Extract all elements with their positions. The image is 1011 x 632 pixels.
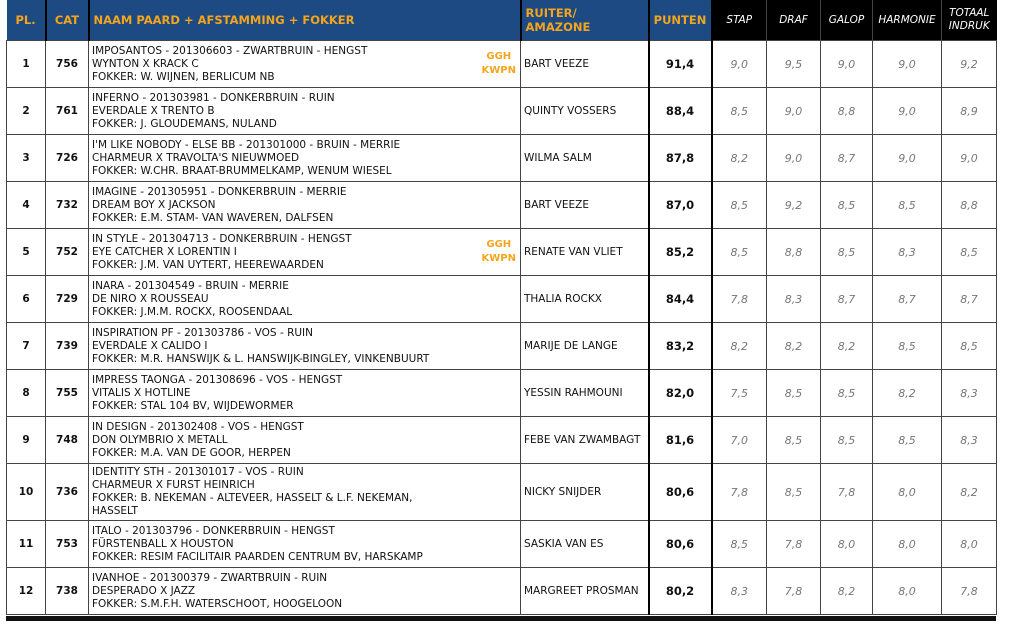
horse-cell	[89, 135, 521, 182]
breeder-line: FOKKER: W. WIJNEN, BERLICUM NB	[92, 70, 275, 83]
harmony-score: 9,0	[873, 135, 942, 182]
pedigree-line: DREAM BOY X JACKSON	[92, 198, 216, 211]
harmony-score: 8,0	[873, 521, 942, 568]
place-cell: 12	[7, 568, 46, 615]
cat-cell: 729	[46, 276, 89, 323]
rider-cell: WILMA SALM	[521, 135, 649, 182]
cat-cell: 748	[46, 417, 89, 464]
place-cell: 4	[7, 182, 46, 229]
breeder-line-extra: HASSELT	[92, 505, 138, 517]
place-cell: 1	[7, 41, 46, 88]
rider-cell: QUINTY VOSSERS	[521, 88, 649, 135]
pedigree-line: VITALIS X HOTLINE	[92, 386, 191, 399]
breeder-line: FOKKER: STAL 104 BV, WIJDEWORMER	[92, 399, 294, 412]
canter-score: 8,5	[821, 182, 873, 229]
walk-score: 8,5	[712, 88, 767, 135]
rider-cell: MARIJE DE LANGE	[521, 323, 649, 370]
cat-cell: 738	[46, 568, 89, 615]
header-total-line2: INDRUK	[948, 20, 990, 32]
horse-name-line: IVANHOE - 201300379 - ZWARTBRUIN - RUIN	[92, 571, 328, 584]
canter-score: 8,5	[821, 229, 873, 276]
breeder-line: FOKKER: J. GLOUDEMANS, NULAND	[92, 117, 277, 130]
horse-name-line: INARA - 201304549 - BRUIN - MERRIE	[92, 279, 289, 292]
badge-ggh: GGH	[486, 239, 512, 250]
points-cell: 81,6	[649, 417, 712, 464]
breeder-line: FOKKER: W.CHR. BRAAT-BRUMMELKAMP, WENUM WIESEL	[92, 164, 392, 177]
header-harmony: HARMONIE	[873, 0, 942, 41]
harmony-score: 8,0	[873, 568, 942, 615]
cat-cell: 732	[46, 182, 89, 229]
walk-score: 8,5	[712, 521, 767, 568]
canter-score: 8,2	[821, 568, 873, 615]
walk-score: 7,8	[712, 464, 767, 521]
walk-score: 9,0	[712, 41, 767, 88]
breeder-line: FOKKER: RESIM FACILITAIR PAARDEN CENTRUM BV, HARSKAMP	[92, 550, 423, 563]
badge-kwpn: KWPN	[481, 253, 516, 264]
header-row	[7, 0, 997, 41]
rider-cell: THALIA ROCKX	[521, 276, 649, 323]
horse-name-line: INFERNO - 201303981 - DONKERBRUIN - RUIN	[92, 91, 335, 104]
trot-score: 8,5	[767, 464, 821, 521]
place-cell: 2	[7, 88, 46, 135]
breeder-line: FOKKER: S.M.F.H. WATERSCHOOT, HOOGELOON	[92, 597, 343, 610]
table-row	[7, 135, 997, 182]
header-points: PUNTEN	[649, 0, 712, 41]
walk-score: 7,5	[712, 370, 767, 417]
cat-cell: 736	[46, 464, 89, 521]
horse-name-line: ITALO - 201303796 - DONKERBRUIN - HENGST	[92, 524, 335, 537]
header-walk: STAP	[712, 0, 767, 41]
rider-cell: FEBE VAN ZWAMBAGT	[521, 417, 649, 464]
horse-cell	[89, 276, 521, 323]
horse-name-line: IDENTITY STH - 201301017 - VOS - RUIN	[92, 466, 304, 478]
cat-cell: 755	[46, 370, 89, 417]
header-rider	[521, 0, 649, 41]
horse-cell	[89, 229, 521, 276]
horse-name-line: INSPIRATION PF - 201303786 - VOS - RUIN	[92, 326, 313, 339]
place-cell: 5	[7, 229, 46, 276]
breeder-line: FOKKER: J.M.M. ROCKX, ROOSENDAAL	[92, 305, 293, 318]
harmony-score: 8,5	[873, 417, 942, 464]
horse-cell	[89, 521, 521, 568]
table-row	[7, 182, 997, 229]
walk-score: 7,0	[712, 417, 767, 464]
total-score: 8,7	[942, 276, 997, 323]
table-row	[7, 568, 997, 615]
walk-score: 8,2	[712, 323, 767, 370]
header-rider-line2: AMAZONE	[525, 20, 591, 34]
total-score: 8,9	[942, 88, 997, 135]
trot-score: 7,8	[767, 568, 821, 615]
pedigree-line: DON OLYMBRIO X METALL	[92, 433, 228, 446]
total-score: 8,3	[942, 417, 997, 464]
trot-score: 8,5	[767, 417, 821, 464]
rider-cell: BART VEEZE	[521, 182, 649, 229]
total-score: 8,5	[942, 229, 997, 276]
total-score: 8,2	[942, 464, 997, 521]
results-body	[7, 41, 997, 615]
total-score: 8,3	[942, 370, 997, 417]
header-cat: CAT	[46, 0, 89, 41]
place-cell: 11	[7, 521, 46, 568]
bottom-rule	[6, 616, 996, 621]
harmony-score: 9,0	[873, 88, 942, 135]
total-score: 8,0	[942, 521, 997, 568]
badge-kwpn: KWPN	[481, 65, 516, 76]
canter-score: 8,7	[821, 135, 873, 182]
studbook-badge	[482, 238, 516, 266]
total-score: 8,5	[942, 323, 997, 370]
trot-score: 8,2	[767, 323, 821, 370]
horse-cell	[89, 417, 521, 464]
pedigree-line: WYNTON X KRACK C	[92, 57, 199, 70]
cat-cell: 761	[46, 88, 89, 135]
horse-cell	[89, 370, 521, 417]
pedigree-line: DE NIRO X ROUSSEAU	[92, 292, 209, 305]
harmony-score: 8,3	[873, 229, 942, 276]
pedigree-line: DESPERADO X JAZZ	[92, 584, 196, 597]
horse-cell	[89, 568, 521, 615]
horse-cell	[89, 41, 521, 88]
header-horse: NAAM PAARD + AFSTAMMING + FOKKER	[89, 0, 521, 41]
rider-cell: MARGREET PROSMAN	[521, 568, 649, 615]
trot-score: 8,5	[767, 370, 821, 417]
pedigree-line: CHARMEUR X TRAVOLTA'S NIEUWMOED	[92, 151, 300, 164]
canter-score: 8,5	[821, 370, 873, 417]
studbook-badge	[482, 50, 516, 78]
canter-score: 8,5	[821, 417, 873, 464]
breeder-line: FOKKER: E.M. STAM- VAN WAVEREN, DALFSEN	[92, 211, 334, 224]
harmony-score: 9,0	[873, 41, 942, 88]
trot-score: 7,8	[767, 521, 821, 568]
rider-cell: RENATE VAN VLIET	[521, 229, 649, 276]
harmony-score: 8,0	[873, 464, 942, 521]
table-row	[7, 521, 997, 568]
horse-name-line: IN DESIGN - 201302408 - VOS - HENGST	[92, 420, 304, 433]
place-cell: 3	[7, 135, 46, 182]
rider-cell: BART VEEZE	[521, 41, 649, 88]
pedigree-line: EVERDALE X CALIDO I	[92, 339, 208, 352]
cat-cell: 752	[46, 229, 89, 276]
points-cell: 88,4	[649, 88, 712, 135]
header-total-line1: TOTAAL	[949, 7, 990, 19]
table-row	[7, 229, 997, 276]
trot-score: 9,0	[767, 88, 821, 135]
badge-ggh: GGH	[486, 51, 512, 62]
total-score: 9,2	[942, 41, 997, 88]
canter-score: 8,8	[821, 88, 873, 135]
table-row	[7, 41, 997, 88]
pedigree-line: FÜRSTENBALL X HOUSTON	[92, 537, 234, 550]
breeder-line: FOKKER: B. NEKEMAN - ALTEVEER, HASSELT & L.F. NEKEMAN,	[92, 492, 413, 504]
horse-cell	[89, 464, 521, 521]
points-cell: 83,2	[649, 323, 712, 370]
place-cell: 9	[7, 417, 46, 464]
table-row	[7, 88, 997, 135]
total-score: 7,8	[942, 568, 997, 615]
header-trot: DRAF	[767, 0, 821, 41]
harmony-score: 8,5	[873, 323, 942, 370]
table-row	[7, 276, 997, 323]
points-cell: 82,0	[649, 370, 712, 417]
points-cell: 85,2	[649, 229, 712, 276]
horse-cell	[89, 88, 521, 135]
table-row	[7, 370, 997, 417]
points-cell: 80,6	[649, 521, 712, 568]
horse-name-line: IMPOSANTOS - 201306603 - ZWARTBRUIN - HENGST	[92, 44, 368, 57]
pedigree-line: EVERDALE X TRENTO B	[92, 104, 215, 117]
horse-name-line: IMPRESS TAONGA - 201308696 - VOS - HENGST	[92, 373, 343, 386]
table-row	[7, 323, 997, 370]
breeder-line: FOKKER: M.R. HANSWIJK & L. HANSWIJK-BINGLEY, VINKENBUURT	[92, 352, 430, 365]
rider-cell: YESSIN RAHMOUNI	[521, 370, 649, 417]
header-canter: GALOP	[821, 0, 873, 41]
canter-score: 8,0	[821, 521, 873, 568]
place-cell: 8	[7, 370, 46, 417]
walk-score: 7,8	[712, 276, 767, 323]
points-cell: 87,0	[649, 182, 712, 229]
harmony-score: 8,2	[873, 370, 942, 417]
horse-name-line: IN STYLE - 201304713 - DONKERBRUIN - HENGST	[92, 232, 352, 245]
rider-cell: SASKIA VAN ES	[521, 521, 649, 568]
points-cell: 87,8	[649, 135, 712, 182]
canter-score: 7,8	[821, 464, 873, 521]
header-rider-line1: RUITER/	[525, 6, 577, 20]
points-cell: 80,6	[649, 464, 712, 521]
cat-cell: 726	[46, 135, 89, 182]
walk-score: 8,5	[712, 229, 767, 276]
horse-cell	[89, 323, 521, 370]
place-cell: 10	[7, 464, 46, 521]
total-score: 8,8	[942, 182, 997, 229]
header-place: PL.	[7, 0, 46, 41]
total-score: 9,0	[942, 135, 997, 182]
harmony-score: 8,7	[873, 276, 942, 323]
points-cell: 84,4	[649, 276, 712, 323]
harmony-score: 8,5	[873, 182, 942, 229]
canter-score: 8,2	[821, 323, 873, 370]
trot-score: 8,8	[767, 229, 821, 276]
cat-cell: 753	[46, 521, 89, 568]
trot-score: 8,3	[767, 276, 821, 323]
cat-cell: 756	[46, 41, 89, 88]
trot-score: 9,2	[767, 182, 821, 229]
walk-score: 8,5	[712, 182, 767, 229]
breeder-line: FOKKER: M.A. VAN DE GOOR, HERPEN	[92, 446, 291, 459]
horse-cell	[89, 182, 521, 229]
place-cell: 7	[7, 323, 46, 370]
pedigree-line: EYE CATCHER X LORENTIN I	[92, 245, 237, 258]
walk-score: 8,3	[712, 568, 767, 615]
cat-cell: 739	[46, 323, 89, 370]
results-sheet	[6, 0, 996, 621]
table-row	[7, 464, 997, 521]
results-table	[6, 0, 997, 615]
breeder-line: FOKKER: J.M. VAN UYTERT, HEEREWAARDEN	[92, 258, 324, 271]
horse-name-line: IMAGINE - 201305951 - DONKERBRUIN - MERRIE	[92, 185, 347, 198]
canter-score: 8,7	[821, 276, 873, 323]
rider-cell: NICKY SNIJDER	[521, 464, 649, 521]
trot-score: 9,5	[767, 41, 821, 88]
horse-name-line: I'M LIKE NOBODY - ELSE BB - 201301000 - BRUIN - MERRIE	[92, 138, 401, 151]
points-cell: 80,2	[649, 568, 712, 615]
pedigree-line: CHARMEUR X FURST HEINRICH	[92, 479, 255, 491]
points-cell: 91,4	[649, 41, 712, 88]
place-cell: 6	[7, 276, 46, 323]
table-row	[7, 417, 997, 464]
header-total	[942, 0, 997, 41]
canter-score: 9,0	[821, 41, 873, 88]
walk-score: 8,2	[712, 135, 767, 182]
trot-score: 9,0	[767, 135, 821, 182]
